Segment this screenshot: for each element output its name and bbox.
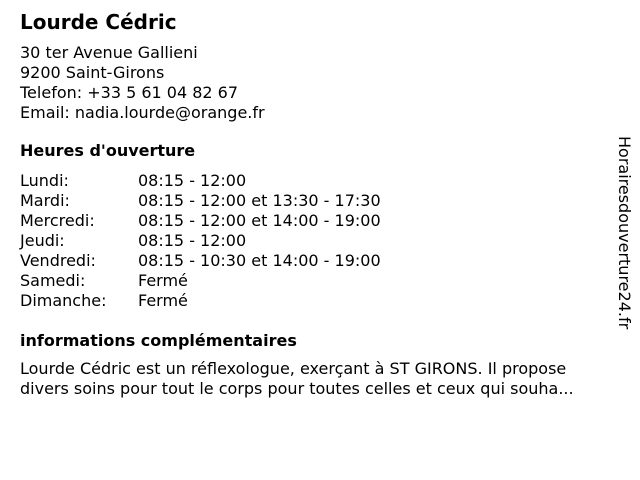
site-watermark: Horairesdouverture24.fr [615, 136, 634, 330]
time-range: 08:15 - 12:00 et 13:30 - 17:30 [138, 191, 381, 210]
day-label: Vendredi: [20, 251, 96, 270]
day-label: Samedi: [20, 271, 86, 290]
address-block [20, 43, 610, 123]
hours-row-monday [20, 171, 610, 191]
time-range: 08:15 - 12:00 [138, 171, 247, 190]
hours-row-tuesday [20, 191, 610, 211]
hours-row-saturday [20, 271, 610, 291]
info-line: Lourde Cédric est un réflexologue, exerçant à ST GIRONS. Il propose [20, 359, 567, 378]
time-range: 08:15 - 12:00 [138, 231, 247, 250]
business-name: Lourde Cédric [20, 10, 177, 34]
day-label: Dimanche: [20, 291, 107, 310]
postal-city: 9200 Saint-Girons [20, 63, 165, 82]
hours-row-wednesday [20, 211, 610, 231]
business-card [20, 8, 610, 399]
opening-hours-table [20, 171, 610, 311]
opening-hours-title: Heures d'ouverture [20, 141, 196, 160]
hours-row-friday [20, 251, 610, 271]
phone-number: Telefon: +33 5 61 04 82 67 [20, 83, 239, 102]
info-line: divers soins pour tout le corps pour toutes celles et ceux qui souha... [20, 379, 574, 398]
additional-info-title: informations complémentaires [20, 331, 297, 350]
hours-row-thursday [20, 231, 610, 251]
time-range: 08:15 - 10:30 et 14:00 - 19:00 [138, 251, 381, 270]
time-range: Fermé [138, 271, 188, 290]
day-label: Lundi: [20, 171, 69, 190]
day-label: Mercredi: [20, 211, 95, 230]
day-label: Jeudi: [20, 231, 65, 250]
email-address: Email: nadia.lourde@orange.fr [20, 103, 265, 122]
hours-row-sunday [20, 291, 610, 311]
time-range: Fermé [138, 291, 188, 310]
day-label: Mardi: [20, 191, 70, 210]
street-address: 30 ter Avenue Gallieni [20, 43, 198, 62]
time-range: 08:15 - 12:00 et 14:00 - 19:00 [138, 211, 381, 230]
additional-info-text [20, 359, 610, 399]
